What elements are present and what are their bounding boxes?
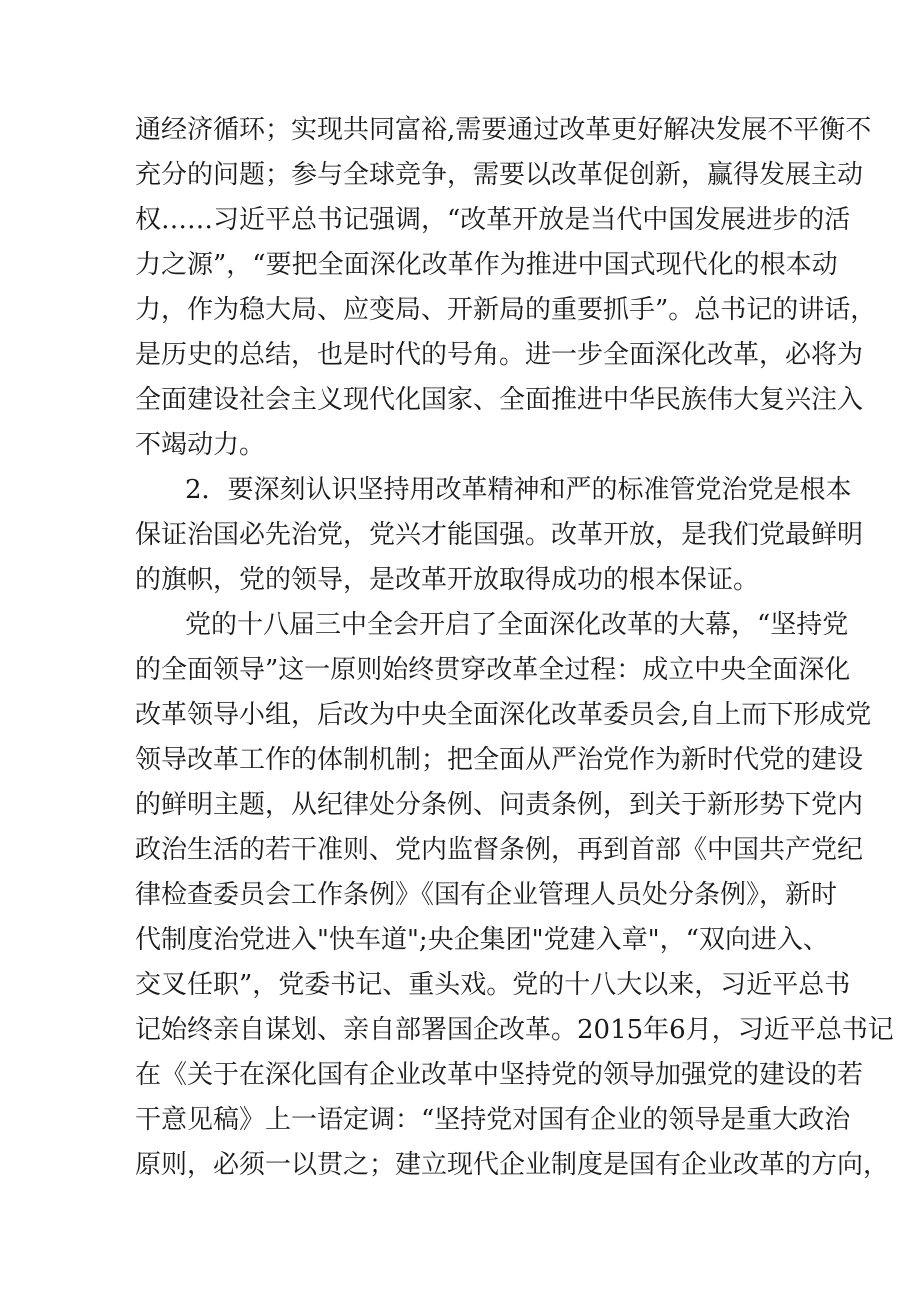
text-line: 权……习近平总书记强调，“改革开放是当代中国发展进步的活 [135, 205, 851, 235]
text-line: 不竭动力。 [135, 430, 266, 460]
text-line: 律检查委员会工作条例》《国有企业管理人员处分条例》，新时 [135, 880, 838, 910]
text-line: 领导改革工作的体制机制；把全面从严治党作为新时代党的建设 [135, 745, 864, 775]
text-line: 是历史的总结，也是时代的号角。进一步全面深化改革，必将为 [135, 340, 864, 370]
text-line: 原则，必须一以贯之；建立现代企业制度是国有企业改革的方向， [135, 1150, 890, 1180]
text-line: 保证治国必先治党，党兴才能国强。改革开放，是我们党最鲜明 [135, 520, 864, 550]
text-line: 的旗帜，党的领导，是改革开放取得成功的根本保证。 [135, 565, 760, 595]
text-line: 在《关于在深化国有企业改革中坚持党的领导加强党的建设的若 [135, 1060, 864, 1090]
paragraph-first-line: 党的十八届三中全会开启了全面深化改革的大幕，“坚持党 [185, 610, 849, 640]
text-line: 政治生活的若干准则、党内监督条例，再到首部《中国共产党纪 [135, 835, 864, 865]
text-line: 交叉任职”，党委书记、重头戏。党的十八大以来，习近平总书 [135, 970, 851, 1000]
text-line: 记始终亲自谋划、亲自部署国企改革。2015年6月，习近平总书记 [135, 1015, 894, 1045]
text-line: 的鲜明主题，从纪律处分条例、问责条例，到关于新形势下党内 [135, 790, 864, 820]
text-line: 的全面领导”这一原则始终贯穿改革全过程：成立中央全面深化 [135, 655, 851, 685]
text-line: 力，作为稳大局、应变局、开新局的重要抓手”。总书记的讲话， [135, 295, 877, 325]
text-line: 通经济循环；实现共同富裕,需要通过改革更好解决发展不平衡不 [135, 115, 872, 145]
section-heading: 2．要深刻认识坚持用改革精神和严的标准管党治党是根本 [185, 475, 852, 505]
text-line: 改革领导小组，后改为中央全面深化改革委员会,自上而下形成党 [135, 700, 872, 730]
text-line: 全面建设社会主义现代化国家、全面推进中华民族伟大复兴注入 [135, 385, 864, 415]
text-line: 充分的问题；参与全球竞争，需要以改革促创新，赢得发展主动 [135, 160, 864, 190]
text-line: 干意见稿》上一语定调：“坚持党对国有企业的领导是重大政治 [135, 1105, 851, 1135]
text-line: 代制度治党进入"快车道";央企集团"党建入章"，“双向进入、 [135, 925, 829, 955]
text-line: 力之源”，“要把全面深化改革作为推进中国式现代化的根本动 [135, 250, 838, 280]
